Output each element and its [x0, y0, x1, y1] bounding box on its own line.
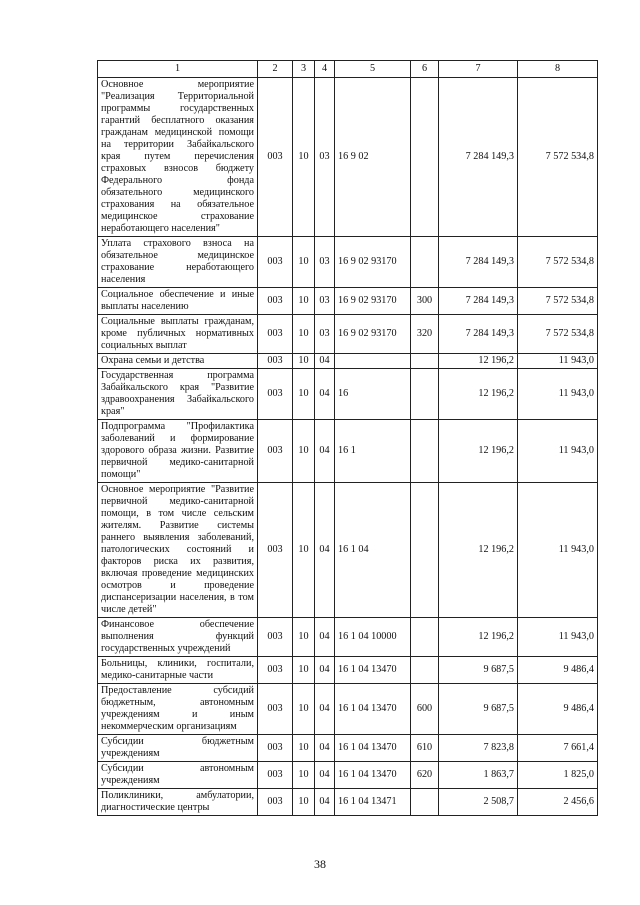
- amount-year2-cell: 7 661,4: [518, 735, 598, 762]
- amount-year1-cell: 7 284 149,3: [439, 315, 518, 354]
- chapter-cell: 003: [258, 735, 293, 762]
- row-name-cell: Подпрограмма "Профилактика заболеваний и формирование здорового образа жизни. Развитие первичной медико-санитарной помощи": [98, 420, 258, 483]
- amount-year2-cell: 11 943,0: [518, 483, 598, 618]
- amount-year1-cell: 12 196,2: [439, 369, 518, 420]
- chapter-cell: 003: [258, 78, 293, 237]
- chapter-cell: 003: [258, 657, 293, 684]
- amount-year2-cell: 11 943,0: [518, 354, 598, 369]
- row-name-cell: Субсидии бюджетным учреждениям: [98, 735, 258, 762]
- table-row: [98, 288, 598, 315]
- amount-year1-cell: 9 687,5: [439, 684, 518, 735]
- chapter-cell: 003: [258, 237, 293, 288]
- amount-year2-cell: 11 943,0: [518, 420, 598, 483]
- row-name-cell: Субсидии автономным учреждениям: [98, 762, 258, 789]
- subsection-cell: 04: [315, 789, 335, 816]
- row-name-cell: Основное мероприятие "Развитие первичной медико-санитарной помощи, в том числе сельским жителям. Развитие системы раннего выявления заболеваний, патологических состояний и факторов риска их развития, включая проведение медицинских осмотров и проведение диспансеризации населения, в том числе детей": [98, 483, 258, 618]
- row-name-cell: Социальное обеспечение и иные выплаты населению: [98, 288, 258, 315]
- target-article-cell: 16 9 02 93170: [335, 237, 411, 288]
- amount-year2-cell: 9 486,4: [518, 684, 598, 735]
- chapter-cell: 003: [258, 288, 293, 315]
- subsection-cell: 03: [315, 288, 335, 315]
- section-cell: 10: [293, 618, 315, 657]
- target-article-cell: 16 1 04: [335, 483, 411, 618]
- chapter-cell: 003: [258, 354, 293, 369]
- header-cell: 7: [439, 61, 518, 78]
- section-cell: 10: [293, 657, 315, 684]
- section-cell: 10: [293, 789, 315, 816]
- subsection-cell: 03: [315, 78, 335, 237]
- section-cell: 10: [293, 420, 315, 483]
- expense-type-cell: 320: [411, 315, 439, 354]
- target-article-cell: 16 9 02 93170: [335, 288, 411, 315]
- amount-year2-cell: 11 943,0: [518, 618, 598, 657]
- expense-type-cell: [411, 354, 439, 369]
- expense-type-cell: [411, 420, 439, 483]
- section-cell: 10: [293, 369, 315, 420]
- subsection-cell: 04: [315, 618, 335, 657]
- table-row: [98, 618, 598, 657]
- header-cell: 8: [518, 61, 598, 78]
- section-cell: 10: [293, 483, 315, 618]
- target-article-cell: 16 1 04 13471: [335, 789, 411, 816]
- amount-year1-cell: 1 863,7: [439, 762, 518, 789]
- expense-type-cell: [411, 78, 439, 237]
- row-name-cell: Поликлиники, амбулатории, диагностические центры: [98, 789, 258, 816]
- section-cell: 10: [293, 288, 315, 315]
- page-number: 38: [314, 857, 326, 871]
- chapter-cell: 003: [258, 483, 293, 618]
- amount-year1-cell: 7 823,8: [439, 735, 518, 762]
- header-cell: 1: [98, 61, 258, 78]
- expense-type-cell: [411, 618, 439, 657]
- row-name-cell: Основное мероприятие "Реализация Территориальной программы государственных гарантий бесплатного оказания гражданам медицинской помощи на территории Забайкальского края путем перечисления страховых взносов бюджету Федерального фонда обязательного медицинского страхования на обязательное медицинское страхование неработающего населения": [98, 78, 258, 237]
- expense-type-cell: [411, 789, 439, 816]
- subsection-cell: 03: [315, 237, 335, 288]
- budget-table: [97, 60, 598, 816]
- row-name-cell: Социальные выплаты гражданам, кроме публичных нормативных социальных выплат: [98, 315, 258, 354]
- table-row: [98, 354, 598, 369]
- subsection-cell: 04: [315, 657, 335, 684]
- subsection-cell: 04: [315, 735, 335, 762]
- expense-type-cell: [411, 369, 439, 420]
- chapter-cell: 003: [258, 762, 293, 789]
- amount-year1-cell: 12 196,2: [439, 420, 518, 483]
- expense-type-cell: 300: [411, 288, 439, 315]
- amount-year1-cell: 7 284 149,3: [439, 288, 518, 315]
- amount-year2-cell: 11 943,0: [518, 369, 598, 420]
- amount-year1-cell: 7 284 149,3: [439, 237, 518, 288]
- chapter-cell: 003: [258, 789, 293, 816]
- target-article-cell: 16 1 04 13470: [335, 762, 411, 789]
- section-cell: 10: [293, 735, 315, 762]
- table-row: [98, 483, 598, 618]
- section-cell: 10: [293, 78, 315, 237]
- amount-year2-cell: 7 572 534,8: [518, 237, 598, 288]
- chapter-cell: 003: [258, 315, 293, 354]
- subsection-cell: 04: [315, 369, 335, 420]
- amount-year2-cell: 1 825,0: [518, 762, 598, 789]
- target-article-cell: 16 1 04 13470: [335, 735, 411, 762]
- section-cell: 10: [293, 315, 315, 354]
- target-article-cell: 16: [335, 369, 411, 420]
- amount-year2-cell: 9 486,4: [518, 657, 598, 684]
- amount-year2-cell: 7 572 534,8: [518, 78, 598, 237]
- table-row: [98, 78, 598, 237]
- section-cell: 10: [293, 762, 315, 789]
- row-name-cell: Охрана семьи и детства: [98, 354, 258, 369]
- table-body: [98, 78, 598, 816]
- subsection-cell: 04: [315, 420, 335, 483]
- amount-year2-cell: 2 456,6: [518, 789, 598, 816]
- amount-year2-cell: 7 572 534,8: [518, 315, 598, 354]
- amount-year1-cell: 9 687,5: [439, 657, 518, 684]
- amount-year1-cell: 12 196,2: [439, 354, 518, 369]
- header-cell: 2: [258, 61, 293, 78]
- table-row: [98, 684, 598, 735]
- table-row: [98, 762, 598, 789]
- table-row: [98, 789, 598, 816]
- target-article-cell: 16 1: [335, 420, 411, 483]
- subsection-cell: 03: [315, 315, 335, 354]
- target-article-cell: 16 9 02 93170: [335, 315, 411, 354]
- header-cell: 5: [335, 61, 411, 78]
- subsection-cell: 04: [315, 483, 335, 618]
- table-row: [98, 315, 598, 354]
- budget-table-sheet: [97, 60, 598, 816]
- target-article-cell: 16 1 04 13470: [335, 657, 411, 684]
- table-header-row: [98, 61, 598, 78]
- subsection-cell: 04: [315, 684, 335, 735]
- amount-year1-cell: 12 196,2: [439, 618, 518, 657]
- section-cell: 10: [293, 354, 315, 369]
- row-name-cell: Финансовое обеспечение выполнения функций государственных учреждений: [98, 618, 258, 657]
- amount-year1-cell: 7 284 149,3: [439, 78, 518, 237]
- header-cell: 6: [411, 61, 439, 78]
- table-row: [98, 735, 598, 762]
- subsection-cell: 04: [315, 762, 335, 789]
- row-name-cell: Государственная программа Забайкальского края "Развитие здравоохранения Забайкальского края": [98, 369, 258, 420]
- header-cell: 3: [293, 61, 315, 78]
- expense-type-cell: 610: [411, 735, 439, 762]
- target-article-cell: 16 9 02: [335, 78, 411, 237]
- table-row: [98, 420, 598, 483]
- table-row: [98, 237, 598, 288]
- table-row: [98, 369, 598, 420]
- section-cell: 10: [293, 684, 315, 735]
- amount-year1-cell: 12 196,2: [439, 483, 518, 618]
- section-cell: 10: [293, 237, 315, 288]
- target-article-cell: [335, 354, 411, 369]
- row-name-cell: Уплата страхового взноса на обязательное медицинское страхование неработающего населения: [98, 237, 258, 288]
- chapter-cell: 003: [258, 369, 293, 420]
- row-name-cell: Больницы, клиники, госпитали, медико-санитарные части: [98, 657, 258, 684]
- expense-type-cell: 600: [411, 684, 439, 735]
- row-name-cell: Предоставление субсидий бюджетным, автономным учреждениям и иным некоммерческим организациям: [98, 684, 258, 735]
- chapter-cell: 003: [258, 420, 293, 483]
- expense-type-cell: [411, 483, 439, 618]
- chapter-cell: 003: [258, 618, 293, 657]
- target-article-cell: 16 1 04 13470: [335, 684, 411, 735]
- table-row: [98, 657, 598, 684]
- target-article-cell: 16 1 04 10000: [335, 618, 411, 657]
- expense-type-cell: 620: [411, 762, 439, 789]
- header-cell: 4: [315, 61, 335, 78]
- amount-year1-cell: 2 508,7: [439, 789, 518, 816]
- expense-type-cell: [411, 237, 439, 288]
- subsection-cell: 04: [315, 354, 335, 369]
- chapter-cell: 003: [258, 684, 293, 735]
- amount-year2-cell: 7 572 534,8: [518, 288, 598, 315]
- expense-type-cell: [411, 657, 439, 684]
